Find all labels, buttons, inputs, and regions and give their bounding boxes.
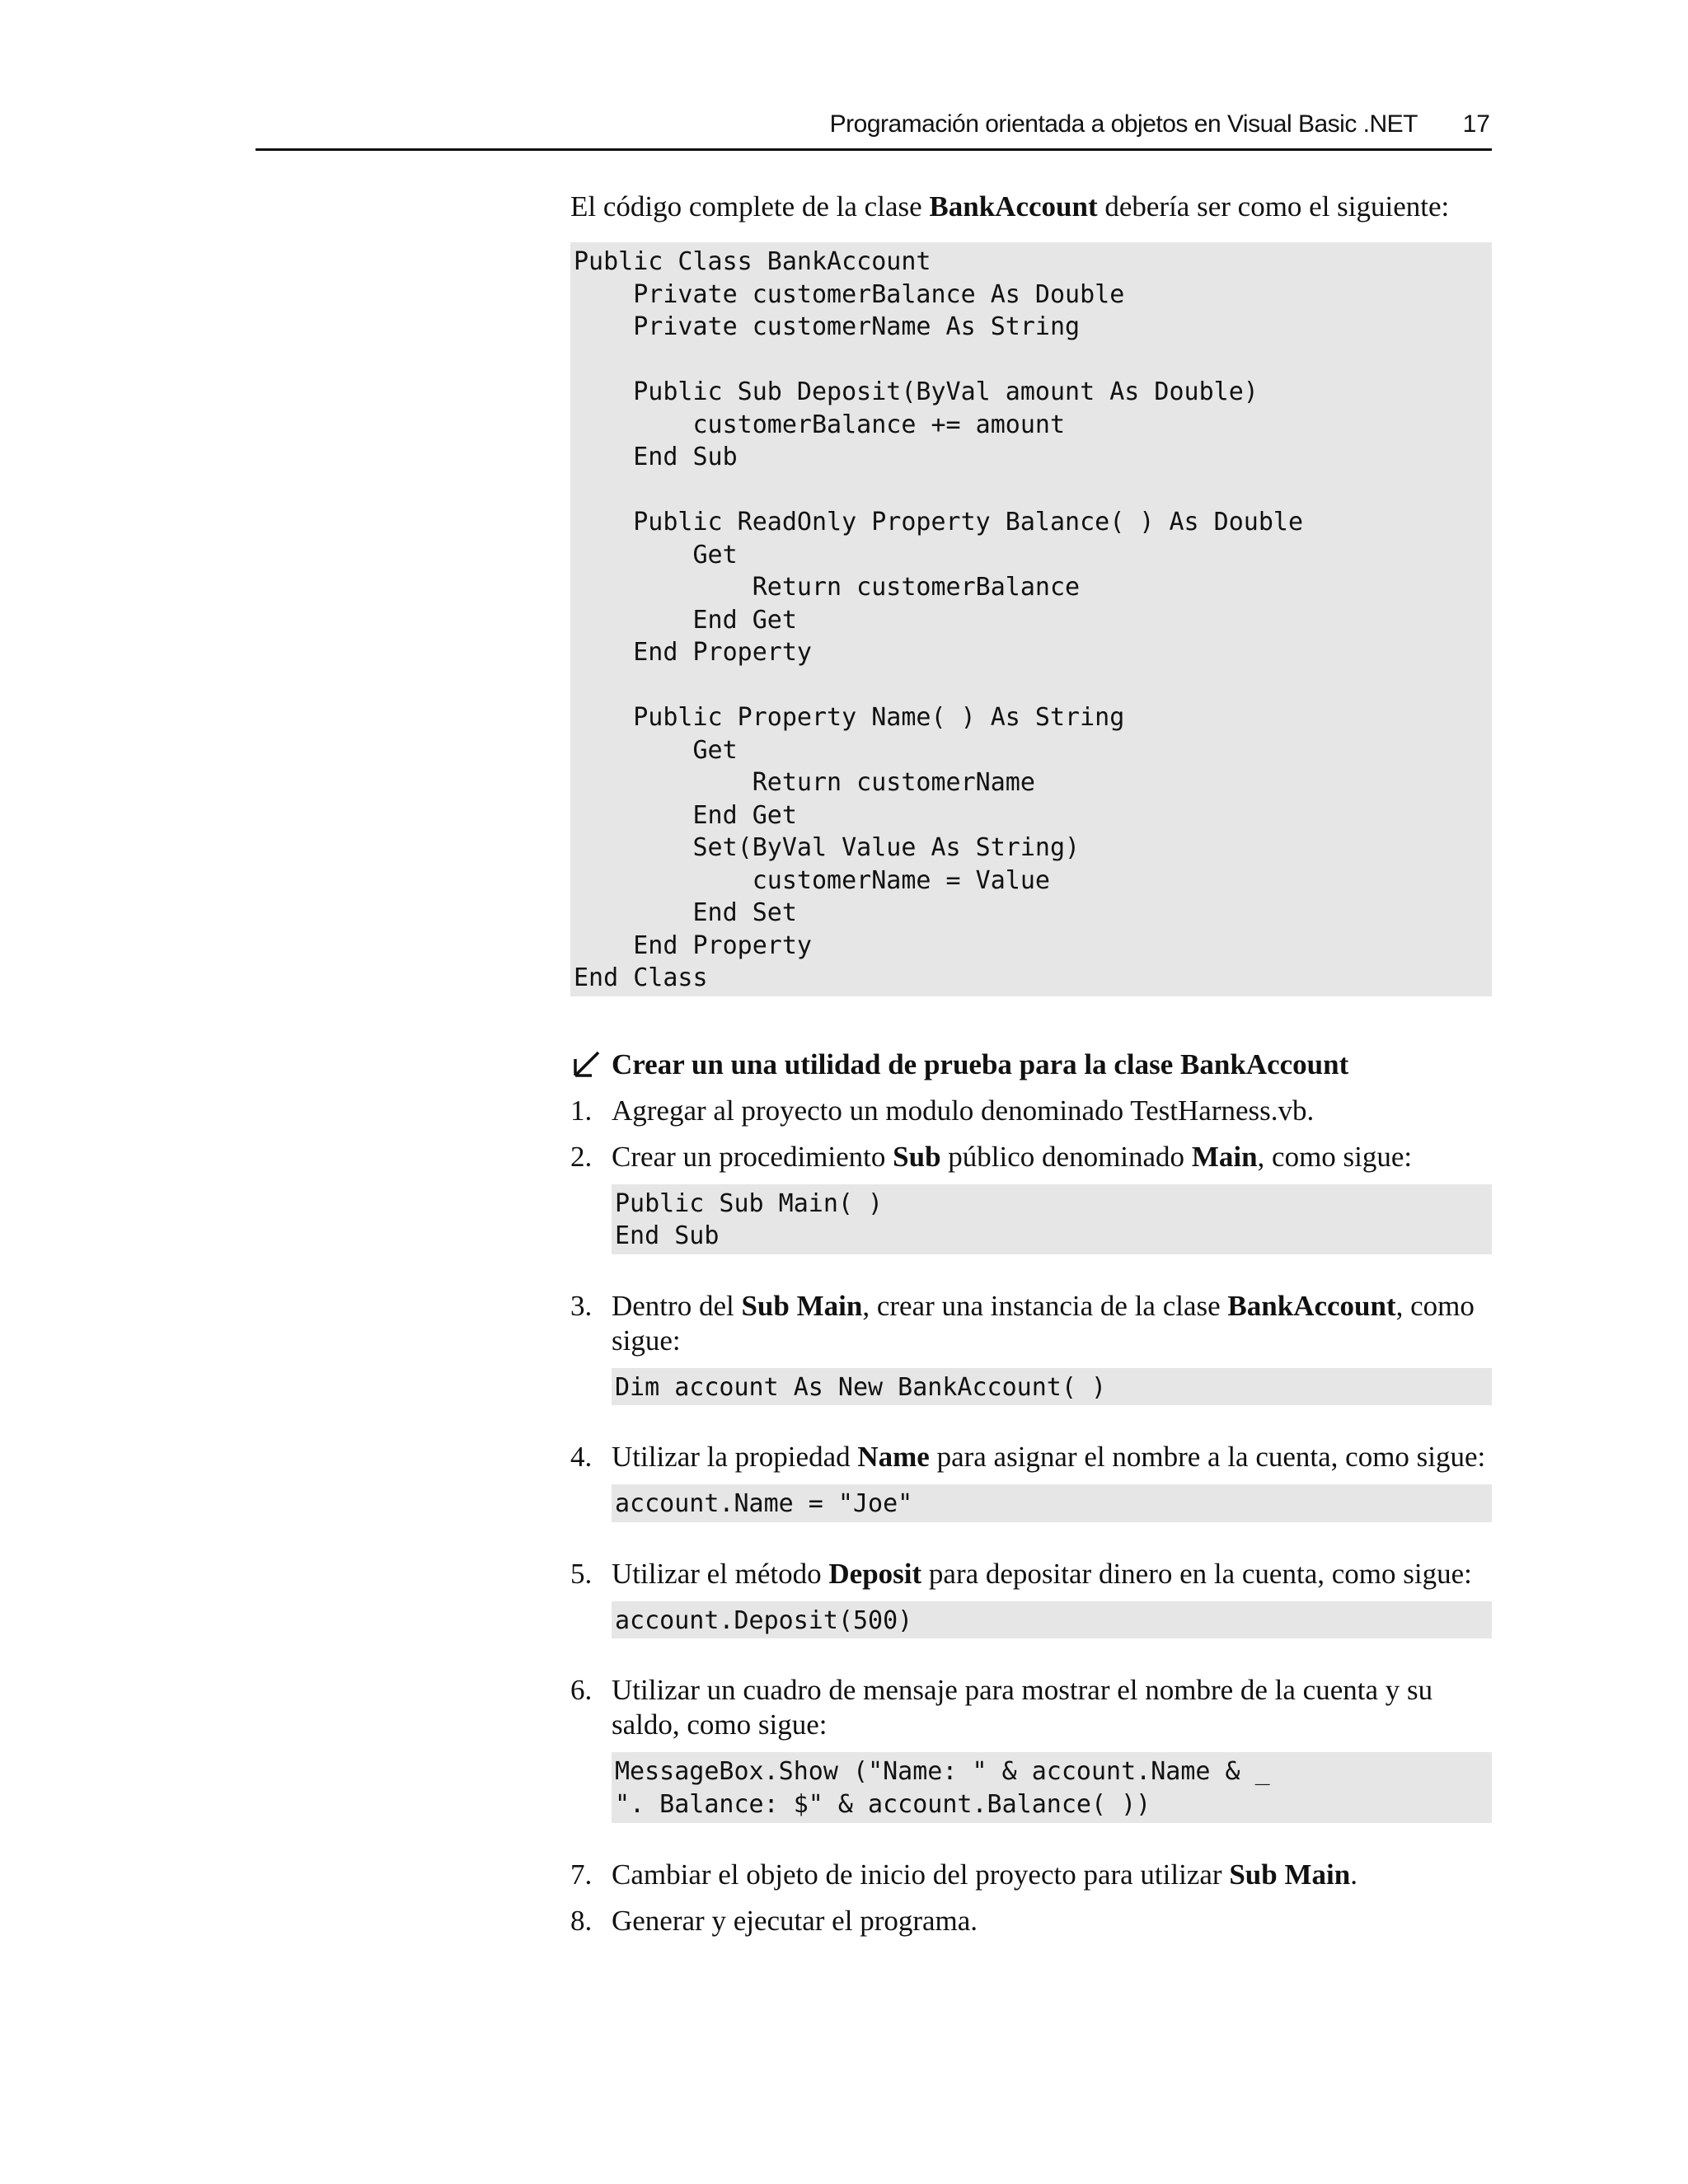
page-number: 17	[1462, 110, 1490, 138]
step-2-code: Public Sub Main( ) End Sub	[612, 1184, 1492, 1254]
step-2: 2. Crear un procedimiento Sub público denominado Main, como sigue: Public Sub Main( ) End Sub	[570, 1140, 1492, 1277]
step-6-code: MessageBox.Show ("Name: " & account.Name & _ ". Balance: $" & account.Balance( ))	[612, 1752, 1492, 1822]
step-5: 5. Utilizar el método Deposit para depositar dinero en la cuenta, como sigue: account.Deposit(500)	[570, 1557, 1492, 1662]
steps-list	[570, 1094, 1492, 1938]
header-title: Programación orientada a objetos en Visual Basic .NET	[829, 110, 1418, 138]
main-content	[570, 190, 1492, 1938]
step-3-code: Dim account As New BankAccount( )	[612, 1368, 1492, 1406]
class-name-bold: BankAccount	[929, 190, 1098, 223]
task-heading	[570, 1047, 1492, 1082]
step-6: 6. Utilizar un cuadro de mensaje para mostrar el nombre de la cuenta y su saldo, como sigue: MessageBox.Show ("Name: " & account.Name & _ ". Balance: $" & account.Balance( ))	[570, 1673, 1492, 1845]
running-header	[256, 105, 1492, 151]
intro-paragraph: El código complete de la clase BankAccount debería ser como el siguiente:	[570, 190, 1450, 223]
checkmark-arrow-icon	[570, 1047, 612, 1082]
step-4-code: account.Name = "Joe"	[612, 1484, 1492, 1522]
step-7: 7. Cambiar el objeto de inicio del proyecto para utilizar Sub Main.	[570, 1858, 1357, 1891]
task-title: Crear un una utilidad de prueba para la clase BankAccount	[612, 1047, 1349, 1080]
step-5-code: account.Deposit(500)	[612, 1601, 1492, 1639]
step-4: 4. Utilizar la propiedad Name para asignar el nombre a la cuenta, como sigue: account.Name = "Joe"	[570, 1440, 1492, 1545]
class-code-block: Public Class BankAccount Private customerBalance As Double Private customerName As String Public Sub Deposit(ByVal amount As Double) customerBalance += amount End Sub Public ReadOnly Property Balance( ) As Double Get Return customerBalance End Get End Property Public Property Name( ) As String Get Return customerName End Get Set(ByVal Value As String) customerName = Value End Set End Property End Class	[570, 242, 1492, 996]
step-1: 1. Agregar al proyecto un modulo denominado TestHarness.vb.	[570, 1094, 1315, 1127]
step-3: 3. Dentro del Sub Main, crear una instancia de la clase BankAccount, como sigue: Dim account As New BankAccount( )	[570, 1289, 1492, 1429]
step-8: 8. Generar y ejecutar el programa.	[570, 1904, 978, 1937]
